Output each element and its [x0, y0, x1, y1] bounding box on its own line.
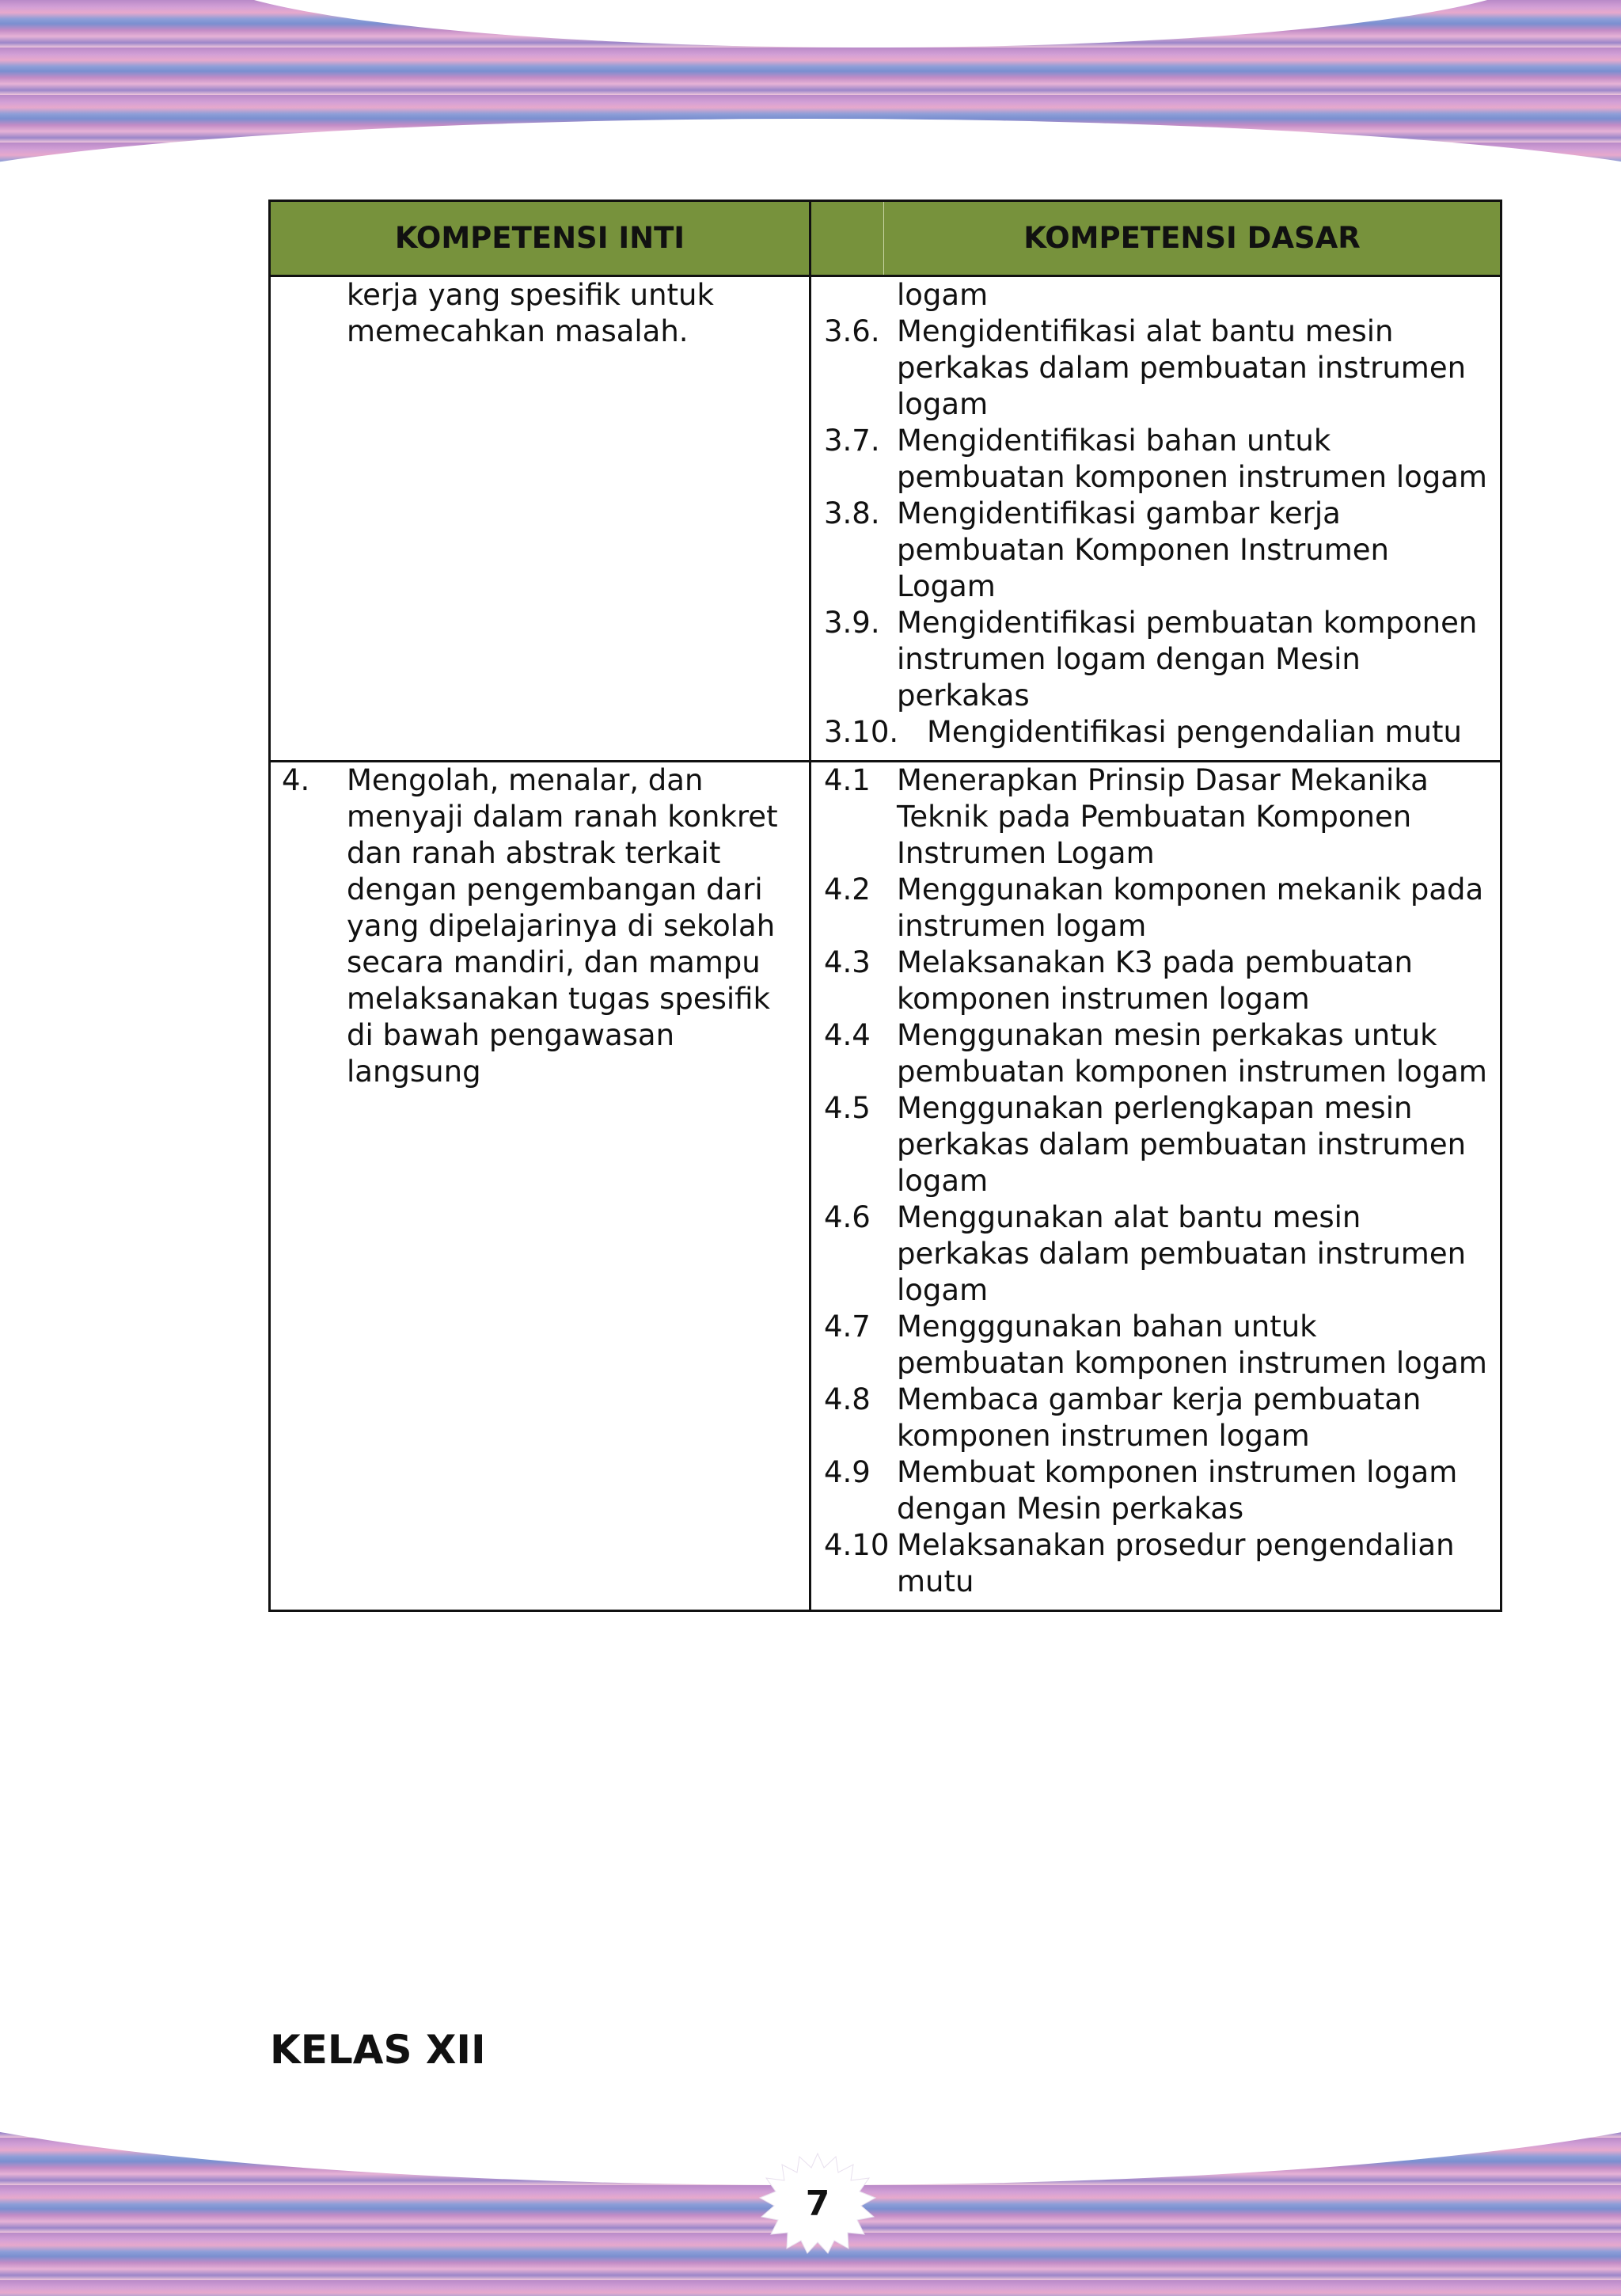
list-item [824, 762, 1489, 872]
kd-cell-2 [810, 762, 1501, 1611]
header-spacer [810, 201, 884, 276]
page-number-badge [758, 2152, 877, 2255]
kd-number: 4.7 [824, 1310, 871, 1344]
kd-number: 4.10 [824, 1528, 890, 1562]
table-row [270, 276, 1501, 762]
list-item [824, 314, 1489, 423]
list-item [824, 1382, 1489, 1454]
list-item [282, 762, 798, 1090]
kd-text: Mengidentifikasi bahan untuk pembuatan komponen instrumen logam [897, 424, 1487, 494]
kd-text: Mengidentifikasi pembuatan komponen instrumen logam dengan Mesin perkakas [897, 606, 1478, 713]
list-item [824, 605, 1489, 714]
header-kompetensi-dasar: KOMPETENSI DASAR [884, 201, 1501, 276]
competency-table-container [268, 200, 1500, 1612]
kd-number: 3.10. [824, 715, 899, 749]
kd-number: 4.5 [824, 1091, 871, 1125]
ki-cell-1 [270, 276, 810, 762]
kd-text: Melaksanakan prosedur pengendalian mutu [897, 1528, 1455, 1598]
kd-text: Menggunakan alat bantu mesin perkakas dalam pembuatan instrumen logam [897, 1200, 1467, 1307]
kd-continuation-text: logam [897, 278, 989, 312]
header-kompetensi-inti: KOMPETENSI INTI [270, 201, 810, 276]
list-item [824, 1454, 1489, 1527]
ki-number: 4. [282, 763, 310, 797]
kd-text: Menggunakan mesin perkakas untuk pembuatan komponen instrumen logam [897, 1018, 1487, 1089]
kd-number: 3.7. [824, 424, 880, 458]
page-number: 7 [805, 2183, 830, 2224]
kd-number: 4.2 [824, 872, 871, 907]
list-item [824, 423, 1489, 496]
kd-number: 4.3 [824, 945, 871, 979]
table-header-row [270, 201, 1501, 276]
kd-number: 4.4 [824, 1018, 871, 1052]
section-heading: KELAS XII [270, 2027, 486, 2073]
kd-text: Menerapkan Prinsip Dasar Mekanika Teknik pada Pembuatan Komponen Instrumen Logam [897, 763, 1429, 870]
list-item [824, 1090, 1489, 1199]
kd-text: Mengidentifikasi pengendalian mutu [927, 715, 1462, 749]
table-row [270, 762, 1501, 1611]
kd-text: Mengidentifikasi alat bantu mesin perkakas dalam pembuatan instrumen logam [897, 314, 1467, 421]
kd-text: Melaksanakan K3 pada pembuatan komponen instrumen logam [897, 945, 1413, 1016]
list-item [824, 1017, 1489, 1090]
list-item [824, 1527, 1489, 1600]
competency-table [268, 200, 1502, 1612]
list-item [824, 714, 1489, 751]
kd-cell-1 [810, 276, 1501, 762]
ki-continuation-text: kerja yang spesifik untuk memecahkan masalah. [347, 278, 714, 348]
list-item [824, 496, 1489, 605]
list-item [824, 872, 1489, 945]
kd-text: Mengggunakan bahan untuk pembuatan komponen instrumen logam [897, 1310, 1487, 1380]
kd-number: 3.9. [824, 606, 880, 640]
kd-number: 4.6 [824, 1200, 871, 1234]
kd-number: 4.8 [824, 1382, 871, 1416]
kd-text: Menggunakan komponen mekanik pada instrumen logam [897, 872, 1484, 943]
list-item [824, 945, 1489, 1017]
list-item [824, 1309, 1489, 1382]
kd-number: 4.9 [824, 1455, 871, 1489]
kd-text: Mengidentifikasi gambar kerja pembuatan Komponen Instrumen Logam [897, 496, 1390, 603]
kd-text: Membaca gambar kerja pembuatan komponen instrumen logam [897, 1382, 1422, 1453]
kd-number: 3.8. [824, 496, 880, 530]
ki-cell-2 [270, 762, 810, 1611]
kd-number: 4.1 [824, 763, 871, 797]
page-white-bottom [0, 1924, 1621, 2185]
kd-text: Menggunakan perlengkapan mesin perkakas dalam pembuatan instrumen logam [897, 1091, 1467, 1198]
kd-text: Membuat komponen instrumen logam dengan Mesin perkakas [897, 1455, 1458, 1526]
ki-text: Mengolah, menalar, dan menyaji dalam ranah konkret dan ranah abstrak terkait dengan pengembangan dari yang dipelajarinya di sekolah secara mandiri, dan mampu melaksanakan tugas spesifik di bawah pengawasan langsung [347, 763, 778, 1089]
kd-number: 3.6. [824, 314, 880, 348]
list-item [824, 1199, 1489, 1309]
